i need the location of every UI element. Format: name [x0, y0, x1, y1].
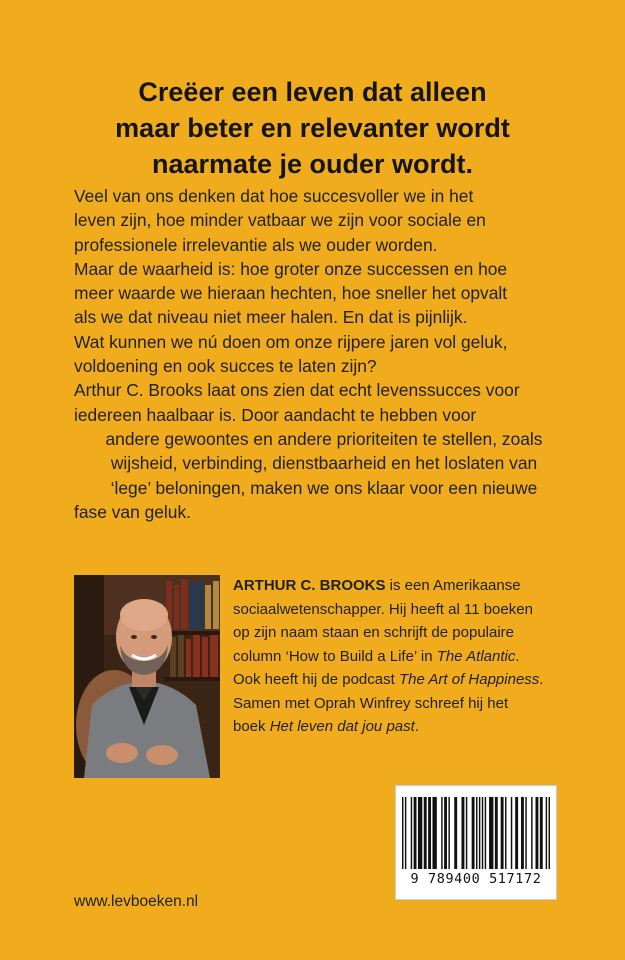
- bio-line: op zijn naam staan en schrijft de populaire: [233, 624, 515, 641]
- bio-line: [233, 715, 573, 739]
- blurb-line: ‘lege’ beloningen, maken we ons klaar voor een nieuwe: [110, 477, 538, 498]
- barcode-bar: [466, 797, 467, 869]
- barcode-bar: [441, 797, 442, 869]
- barcode-bar: [505, 797, 506, 869]
- blurb-line: wijsheid, verbinding, dienstbaarheid en het loslaten van: [110, 453, 538, 474]
- blurb-line: als we dat niveau niet meer halen. En dat is pijnlijk.: [74, 307, 468, 328]
- bio-line: [233, 668, 573, 692]
- barcode-bar: [501, 797, 504, 869]
- barcode-bar: [428, 797, 431, 869]
- barcode-bar: [489, 797, 493, 869]
- barcode-bar: [540, 797, 543, 869]
- barcode-bar: [454, 797, 457, 869]
- barcode-bar: [461, 797, 464, 869]
- barcode-bars: [402, 797, 550, 869]
- blurb-line: professionele irrelevantie als we ouder worden.: [74, 234, 438, 255]
- bio-line: [233, 574, 573, 598]
- author-bio: [233, 574, 573, 739]
- blurb-line: leven zijn, hoe minder vatbaar we zijn voor sociale en: [74, 210, 486, 231]
- barcode-bar: [444, 797, 447, 869]
- barcode-bar: [432, 797, 436, 869]
- barcode-bar: [472, 797, 475, 869]
- author-photo: [74, 575, 220, 778]
- barcode-bar: [448, 797, 449, 869]
- author-portrait-illustration: [74, 575, 220, 778]
- barcode-bar: [479, 797, 480, 869]
- barcode-bar: [424, 797, 427, 869]
- barcode-bar: [482, 797, 483, 869]
- blurb-line: voldoening en ook succes te laten zijn?: [74, 356, 377, 377]
- barcode-bar: [495, 797, 498, 869]
- blurb-line: fase van geluk.: [74, 501, 191, 522]
- barcode-bar: [511, 797, 512, 869]
- book-title: Het leven dat jou past: [269, 718, 415, 735]
- barcode-bar: [521, 797, 524, 869]
- bio-line: sociaalwetenschapper. Hij heeft al 11 boeken: [233, 600, 533, 618]
- blurb-text: [74, 184, 574, 524]
- bio-text: boek: [233, 718, 270, 735]
- blurb-line: Wat kunnen we nú doen om onze rijpere jaren vol geluk,: [74, 331, 508, 352]
- bio-text: .: [414, 718, 419, 735]
- bio-line: [233, 645, 573, 669]
- author-name: ARTHUR C. BROOKS: [233, 577, 386, 594]
- bio-text: is een Amerikaanse: [385, 577, 521, 594]
- headline-line: Creëer een leven dat alleen: [138, 77, 487, 107]
- headline: [40, 74, 585, 182]
- bio-text: .: [515, 647, 520, 665]
- barcode-bar: [405, 797, 406, 869]
- barcode-bar: [476, 797, 477, 869]
- blurb-line: iedereen haalbaar is. Door aandacht te hebben voor: [74, 404, 477, 425]
- barcode-bar: [546, 797, 547, 869]
- barcode-bar: [418, 797, 422, 869]
- blurb-line: meer waarde we hieraan hechten, hoe sneller het opvalt: [74, 283, 508, 304]
- barcode-bar: [515, 797, 518, 869]
- barcode-bar: [535, 797, 538, 869]
- barcode-bar: [549, 797, 550, 869]
- bio-text: .: [539, 671, 544, 688]
- isbn-number: 9 789400 517172: [410, 871, 542, 887]
- website-url: www.levboeken.nl: [74, 893, 199, 910]
- barcode-bar: [411, 797, 412, 869]
- barcode-bar: [531, 797, 532, 869]
- publication-title: The Atlantic: [436, 647, 516, 665]
- blurb-line: Veel van ons denken dat hoe succesvoller we in het: [74, 186, 474, 206]
- blurb-line: Maar de waarheid is: hoe groter onze successen en hoe: [74, 258, 508, 279]
- podcast-title: The Art of Happiness: [398, 671, 540, 688]
- bio-text: column ‘How to Build a Life’ in: [233, 647, 437, 665]
- barcode: [395, 785, 557, 900]
- blurb-line: Arthur C. Brooks laat ons zien dat echt levenssucces voor: [74, 380, 520, 401]
- bio-text: Ook heeft hij de podcast: [233, 671, 399, 688]
- barcode-bar: [525, 797, 526, 869]
- bio-line: Samen met Oprah Winfrey schreef hij het: [233, 694, 509, 712]
- barcode-bar: [414, 797, 417, 869]
- barcode-bar: [402, 797, 403, 869]
- barcode-bar: [485, 797, 486, 869]
- blurb-line: andere gewoontes en andere prioriteiten te stellen, zoals: [105, 428, 543, 449]
- headline-line: maar beter en relevanter wordt: [115, 113, 510, 143]
- headline-line: naarmate je ouder wordt.: [151, 149, 474, 179]
